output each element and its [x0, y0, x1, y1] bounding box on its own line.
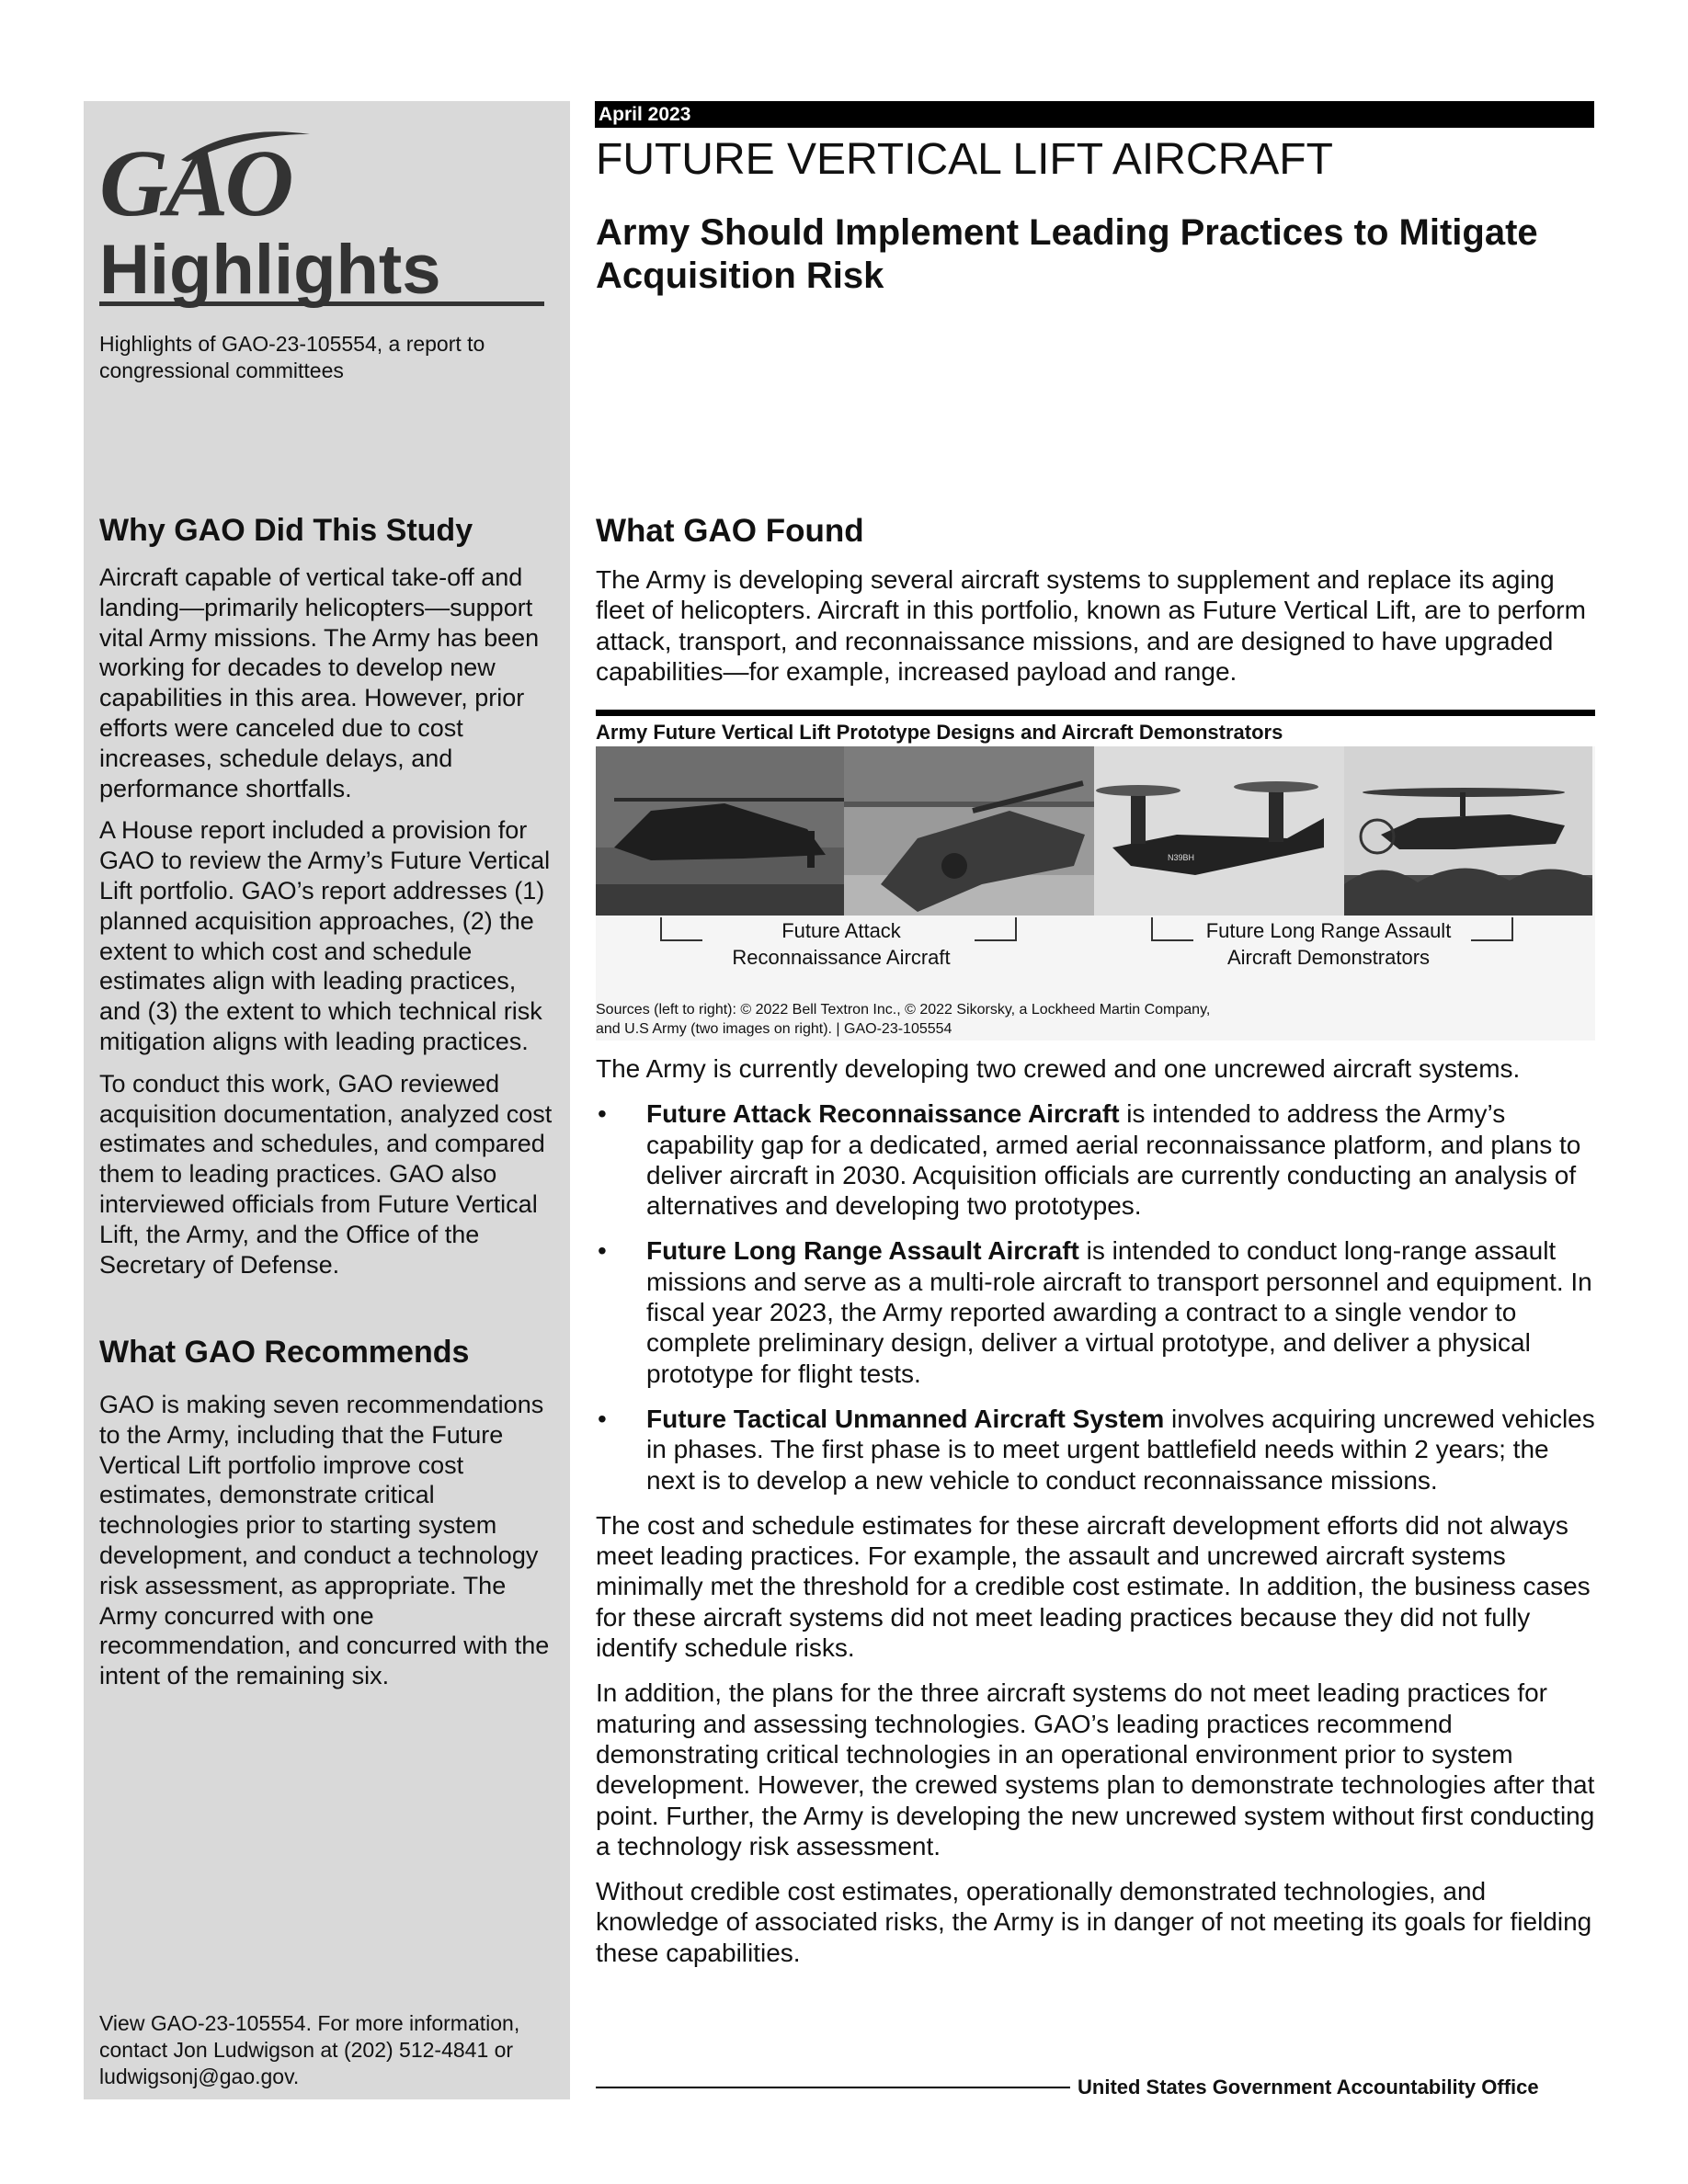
- bullet-term: Future Attack Reconnaissance Aircraft: [646, 1099, 1120, 1129]
- bullet-item: [596, 1235, 1598, 1388]
- recommends-heading: What GAO Recommends: [99, 1335, 470, 1370]
- bullet-term: Future Long Range Assault Aircraft: [646, 1236, 1079, 1266]
- date-bar: April 2023: [595, 101, 1594, 128]
- report-line: Highlights of GAO-23-105554, a report to congressional committees: [99, 332, 485, 382]
- bullet-description: involves acquiring uncrewed vehicles in phases. The first phase is to meet urgent battlefield needs within 2 years; the next is to develop a new vehicle to conduct reconnaissance missions.: [646, 1404, 1595, 1495]
- bullet-dot-icon: •: [598, 1099, 607, 1129]
- report-title: FUTURE VERTICAL LIFT AIRCRAFT: [596, 135, 1333, 184]
- highlights-wordmark: Highlights: [99, 231, 441, 309]
- report-subtitle: Army Should Implement Leading Practices to Mitigate Acquisition Risk: [596, 212, 1538, 296]
- footer-rule: [596, 2087, 1070, 2088]
- body-paragraph: Without credible cost estimates, operationally demonstrated technologies, and knowledge of associated risks, the Army is in danger of not meeting its goals for fielding these capabilities.: [596, 1877, 1592, 1967]
- recommends-paragraph: GAO is making seven recommendations to the Army, including that the Future Vertical Lift portfolio improve cost estimates, demonstrate critical technologies prior to starting system development, and conduct a technology risk assessment, as appropriate. The Army concurred with one recommendation, and concurred with the intent of the remaining six.: [99, 1391, 550, 1690]
- bullet-dot-icon: •: [598, 1404, 607, 1433]
- footer-org: United States Government Accountability Office: [1078, 2076, 1539, 2099]
- bullet-description: is intended to conduct long-range assault missions and serve as a multi-role aircraft to transport personnel and equipment. In fiscal year 2023, the Army reported awarding a contract to a single vendor to complete preliminary design, deliver a virtual prototype, and deliver a physical prototype for flight tests.: [646, 1236, 1592, 1388]
- logo-swoosh-icon: [177, 129, 314, 165]
- bullet-item: [596, 1404, 1598, 1496]
- bullet-text: [646, 1235, 1598, 1388]
- caption-future-attack: Future Attack Reconnaissance Aircraft: [732, 919, 951, 969]
- figure-rule: [596, 710, 1595, 716]
- photo-sikorsky-defiant: [1344, 746, 1592, 916]
- body-paragraph: In addition, the plans for the three aircraft systems do not meet leading practices for maturing and assessing technologies. GAO’s leading practices recommend demonstrating critical technologies in an operational environment prior to system development. However, the crewed systems plan to demonstrate technologies after that point. Further, the Army is developing the new uncrewed system without first conducting a technology risk assessment.: [596, 1678, 1595, 1860]
- bullet-text: [646, 1404, 1598, 1496]
- caption-bracket-right: [975, 917, 1017, 941]
- caption-bracket-left: [660, 917, 702, 941]
- bullet-text: [646, 1098, 1598, 1221]
- bullet-description: is intended to address the Army’s capability gap for a dedicated, armed aerial reconnaissance platform, and plans to deliver aircraft in 2030. Acquisition officials are currently conducting an analysis of alternatives and developing two prototypes.: [646, 1099, 1581, 1221]
- systems-intro: The Army is currently developing two crewed and one uncrewed aircraft systems.: [596, 1054, 1521, 1083]
- found-heading: What GAO Found: [596, 513, 864, 549]
- bullet-item: [596, 1098, 1598, 1221]
- why-section: [99, 563, 557, 1291]
- why-paragraph: To conduct this work, GAO reviewed acquisition documentation, analyzed cost estimates and schedules, and compared them to leading practices. GAO also interviewed officials from Future Vertical Lift, the Army, and the Office of the Secretary of Defense.: [99, 1069, 553, 1279]
- bullet-dot-icon: •: [598, 1236, 607, 1266]
- systems-section: [596, 1053, 1598, 1983]
- figure-title: Army Future Vertical Lift Prototype Designs and Aircraft Demonstrators: [596, 721, 1283, 744]
- figure-sources: Sources (left to right): © 2022 Bell Textron Inc., © 2022 Sikorsky, a Lockheed Martin Company, and U.S Army (two images on right). | GAO-23-105554: [596, 1002, 1211, 1037]
- photo-bell-prototype: [596, 746, 844, 916]
- aircraft-photo-strip: [596, 746, 1592, 916]
- why-paragraph: A House report included a provision for GAO to review the Army’s Future Vertical Lift portfolio. GAO’s report addresses (1) planned acquisition approaches, (2) the extent to which cost and schedule estimates align with leading practices, and (3) the extent to which technical risk mitigation aligns with leading practices.: [99, 816, 551, 1055]
- gao-logo-text: GAO: [99, 131, 291, 236]
- caption-bracket-right: [1471, 917, 1513, 941]
- why-paragraph: Aircraft capable of vertical take-off and landing—primarily helicopters—support vital Army missions. The Army has been working for decades to develop new capabilities in this area. However, prior efforts were canceled due to cost increases, schedule delays, and performance shortfalls.: [99, 563, 540, 802]
- caption-long-range-assault: Future Long Range Assault Aircraft Demonstrators: [1205, 919, 1452, 969]
- found-intro-paragraph: The Army is developing several aircraft systems to supplement and replace its aging fleet of helicopters. Aircraft in this portfolio, known as Future Vertical Lift, are to perform attack, transport, and reconnaissance missions, and are designed to have upgraded capabilities—for example, increased payload and range.: [596, 565, 1586, 686]
- aircraft-tail-number: N39BH: [1168, 853, 1195, 862]
- photo-bell-v280: [1094, 746, 1344, 916]
- body-paragraph: The cost and schedule estimates for these aircraft development efforts did not always meet leading practices. For example, the assault and uncrewed aircraft systems minimally met the threshold for a credible cost estimate. In addition, the business cases for these aircraft systems did not meet leading practices because they did not fully identify schedule risks.: [596, 1510, 1591, 1663]
- found-intro-section: [596, 564, 1598, 701]
- why-heading: Why GAO Did This Study: [99, 513, 473, 548]
- gao-highlights-logo: [99, 131, 544, 309]
- recommends-section: [99, 1390, 557, 1703]
- bullet-term: Future Tactical Unmanned Aircraft System: [646, 1404, 1165, 1433]
- photo-sikorsky-prototype: [844, 746, 1094, 916]
- contact-info: View GAO-23-105554. For more information, contact Jon Ludwigson at (202) 512-4841 or ludwigsonj@gao.gov.: [99, 2011, 520, 2088]
